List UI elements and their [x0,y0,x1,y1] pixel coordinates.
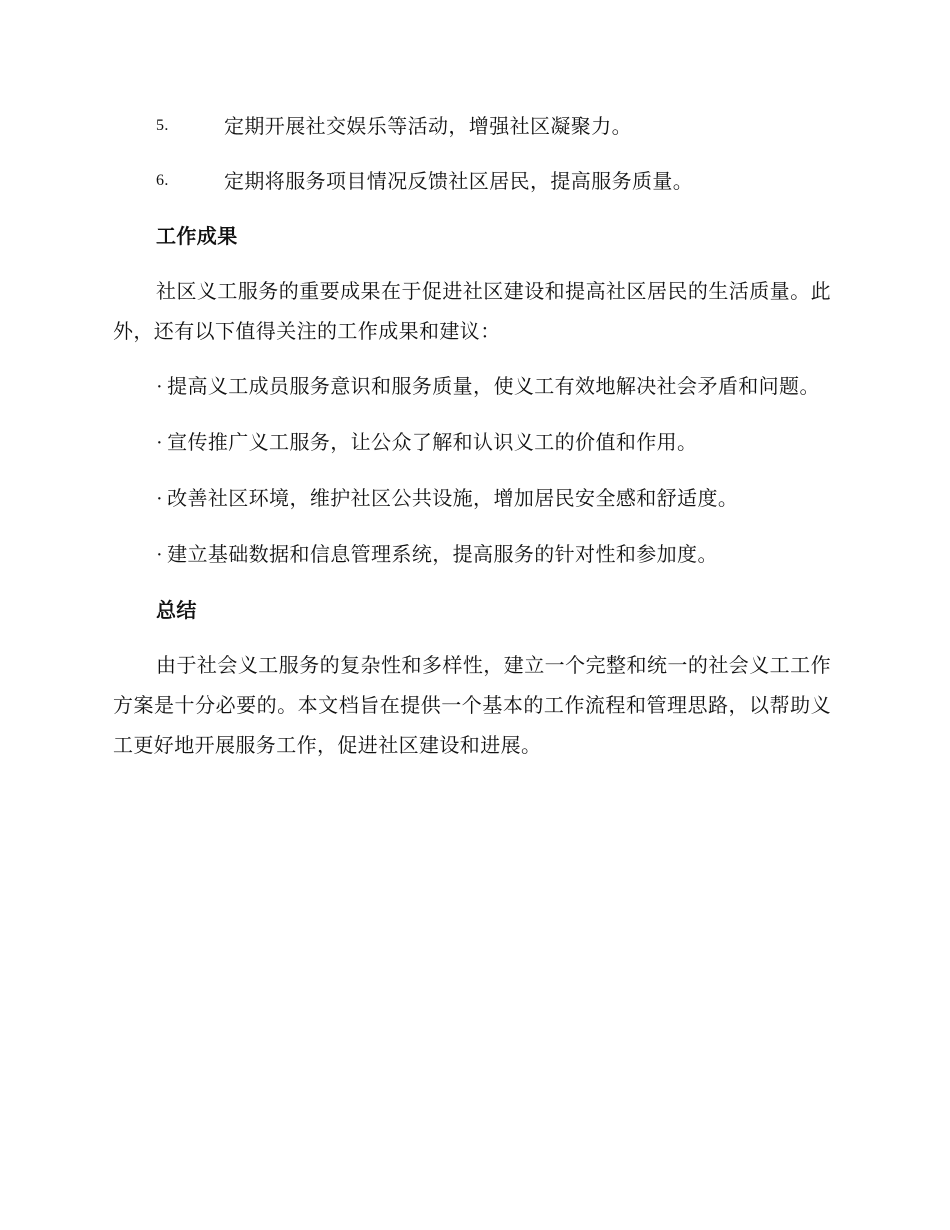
bullet-text: 改善社区环境，维护社区公共设施，增加居民安全感和舒适度。 [167,486,739,510]
bullet-item [113,422,831,463]
list-item-text: 定期将服务项目情况反馈社区居民，提高服务质量。 [224,169,694,193]
bullet-item [113,534,831,575]
list-item [113,106,831,146]
section-heading-summary: 总结 [156,598,197,622]
bullet-dot: · [156,376,164,398]
bullet-item [113,366,831,407]
bullet-text: 建立基础数据和信息管理系统，提高服务的针对性和参加度。 [167,542,718,566]
bullet-dot: · [156,544,164,566]
list-item-number: 5. [156,117,169,134]
results-intro-paragraph: 社区义工服务的重要成果在于促进社区建设和提高社区居民的生活质量。此外，还有以下值得关注的工作成果和建议： [113,279,831,343]
bullet-text: 宣传推广义工服务，让公众了解和认识义工的价值和作用。 [167,430,698,454]
bullet-item [113,478,831,519]
bullet-dot: · [156,432,164,454]
bullet-text: 提高义工成员服务意识和服务质量，使义工有效地解决社会矛盾和问题。 [167,374,820,398]
section-heading-results: 工作成果 [156,224,238,248]
list-item-number: 6. [156,172,169,189]
document-body [113,106,831,780]
list-item [113,161,831,201]
list-item-text: 定期开展社交娱乐等活动，增强社区凝聚力。 [224,114,632,138]
bullet-dot: · [156,488,164,510]
summary-paragraph: 由于社会义工服务的复杂性和多样性，建立一个完整和统一的社会义工工作方案是十分必要的。本文档旨在提供一个基本的工作流程和管理思路，以帮助义工更好地开展服务工作，促进社区建设和进展。 [113,653,831,757]
